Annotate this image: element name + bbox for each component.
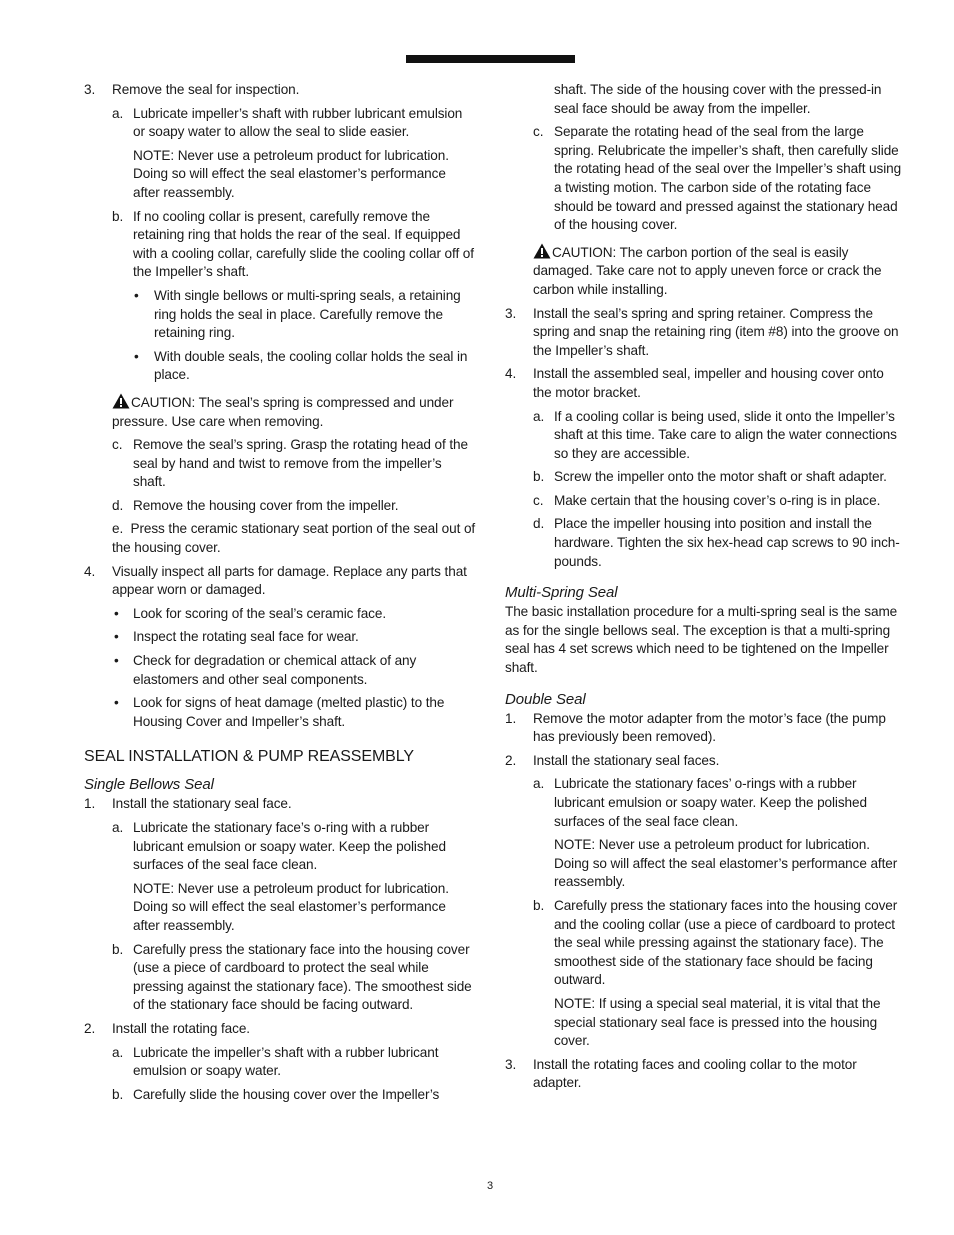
bullet-dot: • (134, 348, 139, 364)
install-step-2: 2. Install the rotating face. (84, 1020, 250, 1036)
double-step-2a: a. Lubricate the stationary faces’ o-rings with a rubber lubricant emulsion or soapy water. Keep the polished surfaces of the seal face clean. (533, 776, 867, 829)
bullet-item: • Look for scoring of the seal’s ceramic face. (84, 605, 476, 624)
install-step-3: 3. Install the seal’s spring and spring retainer. Compress the spring and snap the retaining ring (item #8) into the groove on the Impeller’s shaft. (505, 305, 899, 358)
install-step-4a: a. If a cooling collar is being used, slide it onto the Impeller’s shaft at this time. Take care to align the water connections so they are accessible. (533, 408, 897, 461)
page-number: 3 (486, 1180, 494, 1192)
bullet-dot: • (114, 695, 119, 711)
install-step-2b-continued: shaft. The side of the housing cover with the pressed-in seal face should be away from the impeller. (554, 82, 882, 116)
bullet-dot: • (114, 605, 119, 621)
bullet-item: • With single bellows or multi-spring seals, a retaining ring holds the seal in place. Carefully remove the retaining ring. (134, 287, 461, 341)
bullet-item: • Check for degradation or chemical attack of any elastomers and other seal components. (114, 653, 417, 687)
left-column (84, 81, 476, 1104)
install-step-2b: b. Carefully slide the housing cover over the Impeller’s (112, 1086, 440, 1102)
single-bellows-title: Single Bellows Seal (84, 776, 214, 794)
double-step-2b-note: NOTE: If using a special seal material, it is vital that the special stationary seal face is pressed into the housing cover. (554, 995, 881, 1049)
double-step-1: 1. Remove the motor adapter from the motor’s face (the pump has previously been removed). (505, 710, 886, 745)
install-step-1: 1. Install the stationary seal face. (84, 796, 292, 812)
bullet-item: • With double seals, the cooling collar holds the seal in place. (134, 348, 468, 383)
install-step-4d: d. Place the impeller housing into position and install the hardware. Tighten the six hex-head cap screws to 90 inch-pounds. (533, 516, 900, 569)
warning-triangle-icon (533, 243, 551, 259)
install-step-2a: a. Lubricate the impeller’s shaft with a rubber lubricant emulsion or soapy water. (112, 1044, 439, 1079)
step-3: 3. Remove the seal for inspection. (84, 82, 300, 97)
step-3a-note: NOTE: Never use a petroleum product for lubrication. Doing so will effect the seal elastomer’s performance after reassembly. (133, 147, 449, 200)
double-step-3: 3. Install the rotating faces and cooling collar to the motor adapter. (505, 1056, 857, 1091)
bullet-item: • Inspect the rotating seal face for wear. (84, 628, 476, 647)
step-3a: a. Lubricate impeller’s shaft with rubber lubricant emulsion or soapy water to allow the seal to slide easier. (112, 105, 463, 140)
caution-1: CAUTION: The seal’s spring is compressed and under pressure. Use care when removing. (112, 394, 454, 429)
install-step-4: 4. Install the assembled seal, impeller and housing cover onto the motor bracket. (505, 366, 884, 400)
header-rule (406, 55, 575, 63)
double-seal-title: Double Seal (505, 690, 586, 708)
section-title: SEAL INSTALLATION & PUMP REASSEMBLY (84, 748, 414, 766)
install-step-1a: a. Lubricate the stationary face’s o-ring with a rubber lubricant emulsion or soapy water. Keep the polished surfaces of the seal face clean. (112, 820, 446, 873)
double-step-2: 2. Install the stationary seal faces. (505, 752, 720, 768)
multi-spring-title: Multi-Spring Seal (505, 584, 618, 602)
step-3c: c. Remove the seal’s spring. Grasp the rotating head of the seal by hand and twist to remove from the impeller’s shaft. (112, 437, 468, 490)
step-3d: d. Remove the housing cover from the impeller. (112, 497, 399, 513)
bullet-item: • Look for signs of heat damage (melted plastic) to the Housing Cover and Impeller’s shaft. (114, 695, 445, 729)
right-column (505, 81, 905, 1093)
double-step-2b: b. Carefully press the stationary faces into the housing cover and the cooling collar (use a piece of cardboard to protect the seal while pressing against the stationary face). The smoothest side of the stationary face should be facing outward. (533, 897, 898, 988)
caution-2: CAUTION: The carbon portion of the seal is easily damaged. Take care not to apply uneven force or crack the carbon while installing. (533, 244, 882, 297)
warning-triangle-icon (112, 393, 130, 409)
install-step-4b: b. Screw the impeller onto the motor shaft or shaft adapter. (533, 469, 887, 485)
bullet-dot: • (114, 629, 119, 645)
bullet-dot: • (134, 287, 139, 303)
step-3b: b. If no cooling collar is present, carefully remove the retaining ring that holds the rear of the seal. If equipped with a cooling collar, carefully slide the cooling collar off of the Impeller’s shaft. (112, 208, 474, 280)
install-step-2c: c. Separate the rotating head of the seal from the large spring. Relubricate the impeller’s shaft, then carefully slide the rotating head of the seal over the Impeller’s shaft using a twisting motion. The carbon side of the rotating face should be toward and pressed against the stationary head of the housing cover. (533, 124, 902, 233)
install-step-1b: b. Carefully press the stationary face into the housing cover (use a piece of cardboard to protect the seal while pressing against the stationary face). The smoothest side of the stationary face should be facing outward. (112, 941, 472, 1013)
install-step-4c: c. Make certain that the housing cover’s o-ring is in place. (533, 492, 881, 508)
double-step-2a-note: NOTE: Never use a petroleum product for lubrication. Doing so will affect the seal elastomer’s performance after reassembly. (554, 837, 898, 890)
install-step-1a-note: NOTE: Never use a petroleum product for lubrication. Doing so will effect the seal elastomer’s performance after reassembly. (133, 880, 449, 933)
step-4: 4. Visually inspect all parts for damage. Replace any parts that appear worn or damaged. (84, 563, 467, 598)
step-3e: e. Press the ceramic stationary seat portion of the seal out of the housing cover. (112, 521, 476, 556)
multi-spring-text: The basic installation procedure for a multi-spring seal is the same as for the single bellows seal. The exception is that a multi-spring seal has 4 set screws which need to be tightened on the Impeller shaft. (505, 604, 898, 676)
bullet-dot: • (114, 653, 119, 669)
